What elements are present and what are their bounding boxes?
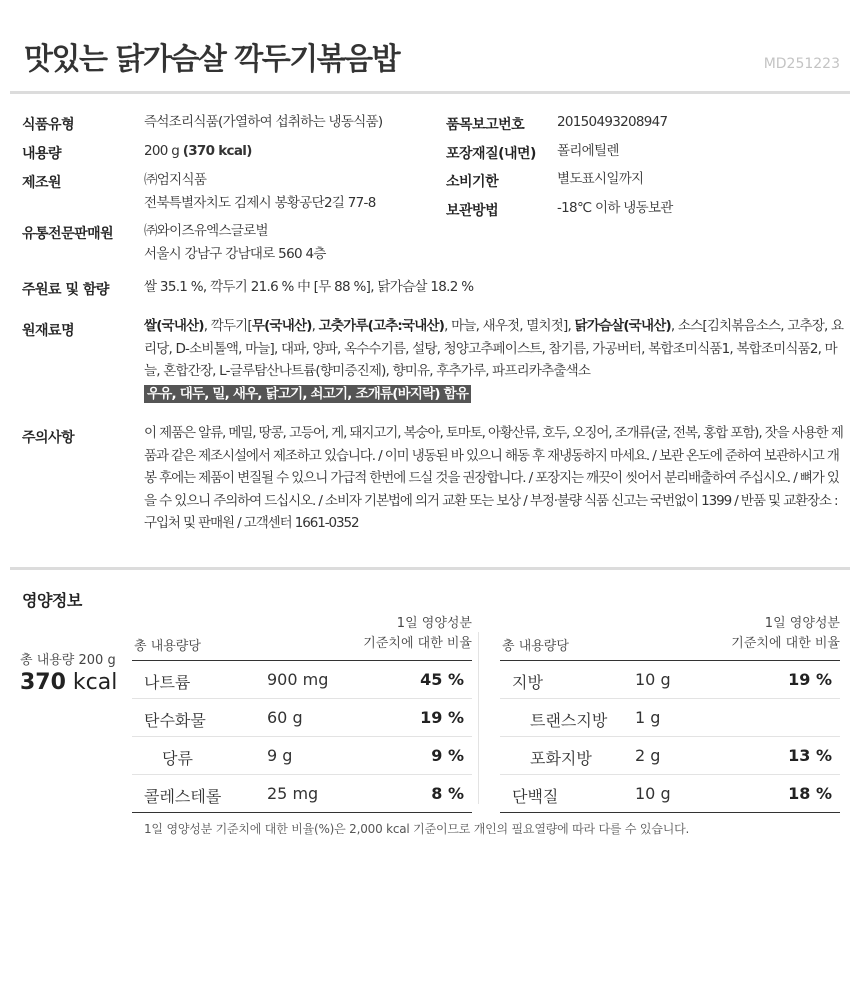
nutrient-amount: 60 g <box>267 708 303 727</box>
nutrition-column-separator <box>478 632 479 804</box>
nutrition-total-label: 총 내용량 200 g <box>20 653 116 668</box>
nutrition-table-left <box>132 618 472 813</box>
storage-value: -18℃ 이하 냉동보관 <box>557 200 673 216</box>
ingredient-text: , 깍두기[ <box>203 318 252 334</box>
nutrient-name: 트랜스지방 <box>530 711 608 730</box>
nutrient-row <box>500 775 840 813</box>
nutrient-name: 포화지방 <box>530 749 592 768</box>
nutrient-name: 탄수화물 <box>144 711 206 730</box>
daily-value-header-line2: 기준치에 대한 비율 <box>363 636 472 651</box>
content-value <box>144 138 252 164</box>
nutrient-name: 단백질 <box>512 787 559 806</box>
food-type-label: 식품유형 <box>22 117 75 133</box>
caution-text: 이 제품은 알류, 메밀, 땅콩, 고등어, 게, 돼지고기, 복숭아, 토마토, 아황산류, 호두, 오징어, 조개류(굴, 전복, 홍합 포함), 잣을 사용한 제품과 같은 제조시설에서 제조하고 있습니다. / 이미 냉동된 바 있으니 해동 후 재냉동하지 마세요. / 보관 온도에 준하여 보관하시고 개봉 후에는 제품이 변질될 수 있으니 가급적 한번에 드실 것을 권장합니다. / 포장지는 깨끗이 씻어서 분리배출하여 주십시오. / 뼈가 있을 수 있으니 주의하여 드십시오. / 소비자 기본법에 의거 교환 또는 보상 / 부정·불량 식품 신고는 국번없이 1399 / 반품 및 교환장소 : 구입처 및 판매원 / 고객센터 1661-0352 <box>144 425 843 531</box>
nutrient-row <box>132 775 472 813</box>
nutrient-amount: 1 g <box>635 708 661 727</box>
content-kcal: (370 kcal) <box>182 143 252 159</box>
nutrient-amount: 10 g <box>635 784 671 803</box>
distributor-name: ㈜와이즈유엑스글로벌 <box>144 223 268 239</box>
nutrient-daily-percent: 19 % <box>420 708 464 727</box>
nutrient-row <box>132 699 472 737</box>
nutrient-amount: 900 mg <box>267 670 329 689</box>
manufacturer-label: 제조원 <box>22 175 62 191</box>
report-no-label: 품목보고번호 <box>446 117 525 133</box>
nutrient-name: 당류 <box>162 749 193 768</box>
daily-value-header <box>731 614 840 654</box>
nutrition-total-kcal <box>20 670 117 695</box>
ingredient-text: , <box>311 318 319 334</box>
ingredients-label: 원재료명 <box>22 323 75 339</box>
storage-label: 보관방법 <box>446 203 499 219</box>
nutrition-divider <box>10 567 850 570</box>
nutrient-name: 지방 <box>512 673 543 692</box>
per-total-header: 총 내용량당 <box>502 639 569 654</box>
ingredient-text: , 소스[김치볶음소스, 고추장, 요리당, D-소비톨액, 마늘], 대파, 양파, 옥수수기름, 설탕, 청양고추페이스트, 참기름, 가공버터, 복합조미식품1, 복합조미식품2, 마늘, 혼합간장, L-글루탐산나트륨(향미증진제), 향미유, 후추가루, 파프리카추출색소 <box>144 318 844 379</box>
nutrient-daily-percent: 45 % <box>420 670 464 689</box>
daily-value-header-line1: 1일 영양성분 <box>396 616 472 631</box>
nutrition-title: 영양정보 <box>22 591 82 610</box>
nutrient-daily-percent: 8 % <box>431 784 464 803</box>
ingredient-highlight: 닭가슴살(국내산) <box>574 318 671 334</box>
content-label: 내용량 <box>22 146 62 162</box>
nutrient-amount: 10 g <box>635 670 671 689</box>
per-total-header: 총 내용량당 <box>134 639 201 654</box>
nutrient-row <box>132 661 472 699</box>
caution-label: 주의사항 <box>22 430 75 446</box>
nutrient-row <box>132 737 472 775</box>
nutrient-daily-percent: 19 % <box>788 670 832 689</box>
product-code: MD251223 <box>763 56 840 72</box>
ingredients-list <box>144 318 843 379</box>
food-type-value: 즉석조리식품(가열하여 섭취하는 냉동식품) <box>144 114 383 130</box>
daily-value-header <box>363 614 472 654</box>
header-divider <box>10 91 850 94</box>
nutrient-amount: 2 g <box>635 746 661 765</box>
nutrient-row <box>500 699 840 737</box>
distributor-label: 유통전문판매원 <box>22 226 114 242</box>
nutrition-footnote: 1일 영양성분 기준치에 대한 비율(%)은 2,000 kcal 기준이므로 개인의 필요열량에 따라 다를 수 있습니다. <box>144 822 690 836</box>
nutrition-table-right <box>500 618 840 813</box>
kcal-unit: kcal <box>65 670 118 695</box>
nutrient-amount: 9 g <box>267 746 293 765</box>
daily-value-header-line1: 1일 영양성분 <box>764 616 840 631</box>
manufacturer-name: ㈜엄지식품 <box>144 172 207 188</box>
kcal-number: 370 <box>20 670 66 695</box>
nutrition-table-header <box>132 618 472 661</box>
nutrient-name: 나트륨 <box>144 673 191 692</box>
distributor-address: 서울시 강남구 강남대로 560 4층 <box>144 246 326 262</box>
content-amount: 200 g <box>144 143 183 159</box>
product-title: 맛있는 닭가슴살 깍두기볶음밥 <box>24 42 400 77</box>
ingredient-highlight: 쌀(국내산) <box>144 318 204 334</box>
ingredient-highlight: 고춧가루(고추:국내산) <box>318 318 445 334</box>
nutrient-daily-percent: 13 % <box>788 746 832 765</box>
allergen-notice: 우유, 대두, 밀, 새우, 닭고기, 쇠고기, 조개류(바지락) 함유 <box>144 385 471 403</box>
packaging-label: 포장재질(내면) <box>446 146 536 162</box>
manufacturer-address: 전북특별자치도 김제시 봉황공단2길 77-8 <box>144 195 376 211</box>
nutrient-row <box>500 661 840 699</box>
nutrient-amount: 25 mg <box>267 784 319 803</box>
ingredients-text <box>144 315 844 405</box>
main-ingredients-value: 쌀 35.1 %, 깍두기 21.6 % 中 [무 88 %], 닭가슴살 18.2 % <box>144 279 474 295</box>
nutrient-name: 콜레스테롤 <box>144 787 222 806</box>
report-no-value: 20150493208947 <box>557 114 668 130</box>
nutrition-table-header <box>500 618 840 661</box>
nutrient-daily-percent: 9 % <box>431 746 464 765</box>
expiry-label: 소비기한 <box>446 174 499 190</box>
nutrient-row <box>500 737 840 775</box>
nutrient-daily-percent: 18 % <box>788 784 832 803</box>
expiry-value: 별도표시일까지 <box>557 171 644 187</box>
ingredient-text: , 마늘, 새우젓, 멸치젓], <box>444 318 575 334</box>
daily-value-header-line2: 기준치에 대한 비율 <box>731 636 840 651</box>
ingredient-highlight: 무(국내산) <box>251 318 312 334</box>
packaging-value: 폴리에틸렌 <box>557 143 619 159</box>
main-ingredients-label: 주원료 및 함량 <box>22 282 109 298</box>
